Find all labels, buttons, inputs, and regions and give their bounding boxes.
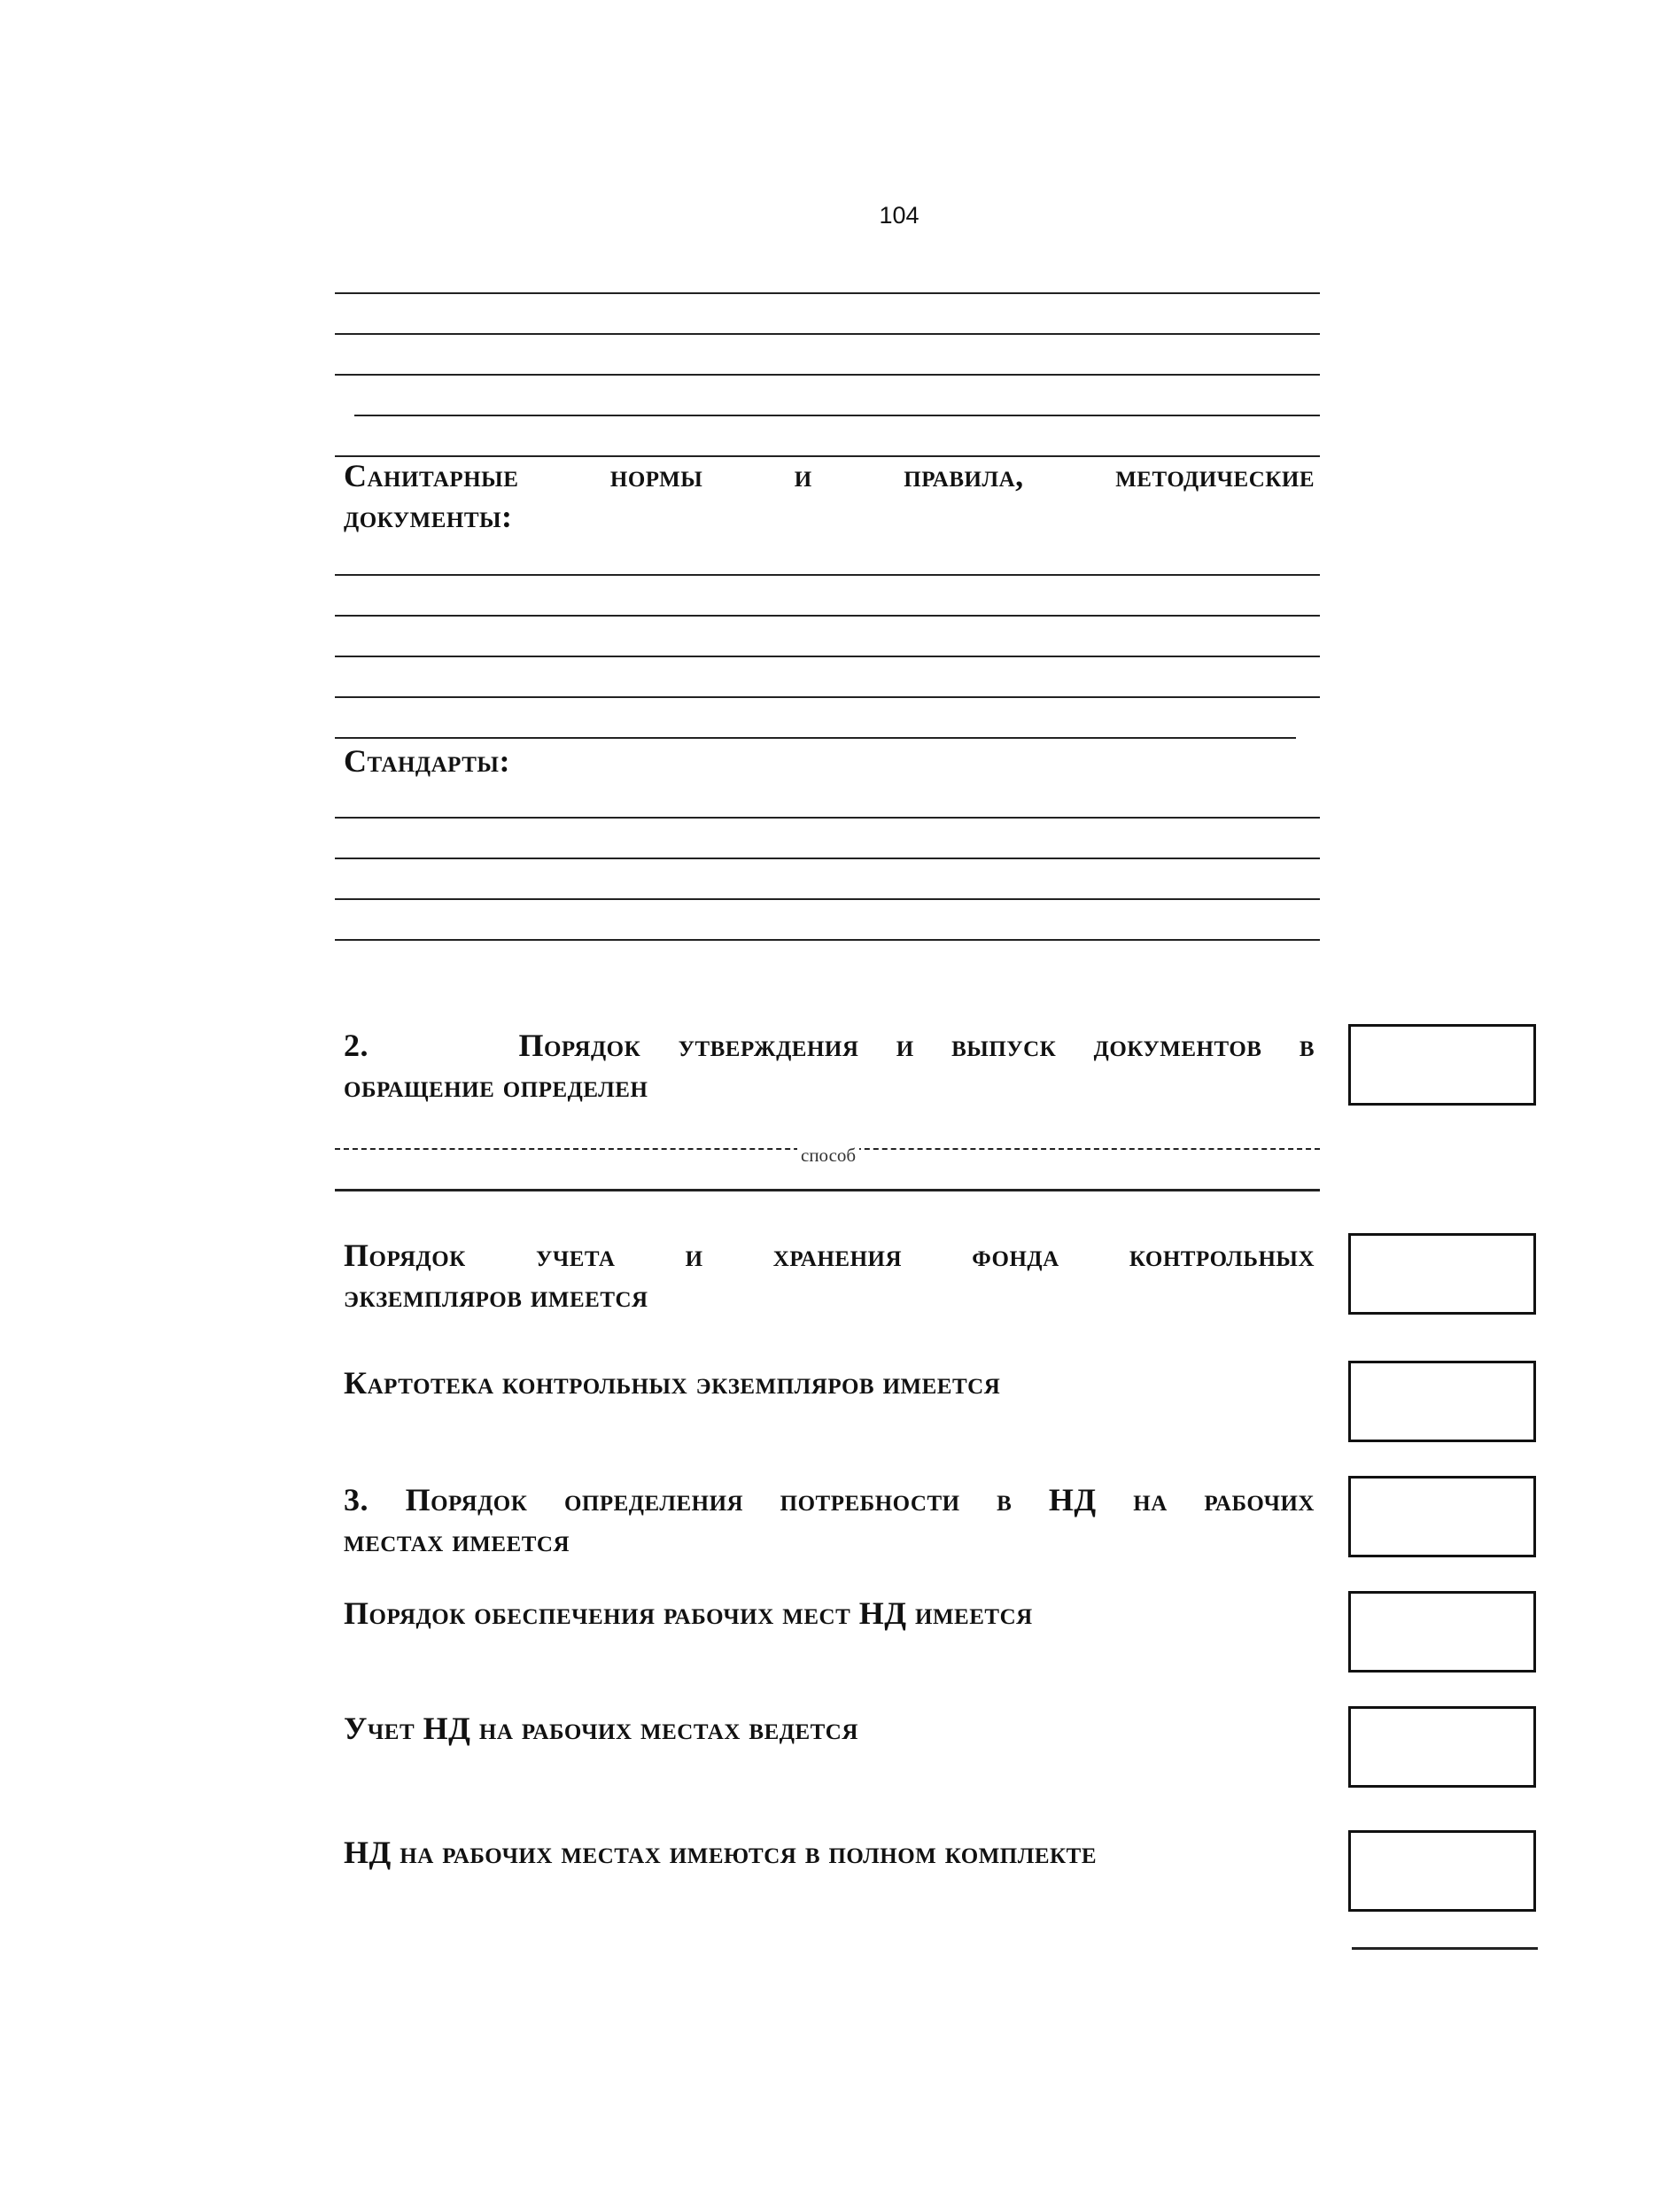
item3-heading-line1: 3. Порядок определения потребности в НД на рабочих bbox=[344, 1482, 1315, 1517]
blank-line bbox=[335, 817, 1320, 819]
end-rule bbox=[1352, 1947, 1538, 1950]
accounting-text: Учет НД на рабочих местах ведется bbox=[344, 1711, 858, 1746]
complete-set-text: НД на рабочих местах имеются в полном комплекте bbox=[344, 1835, 1098, 1870]
blank-line bbox=[335, 939, 1320, 941]
blank-line bbox=[335, 574, 1320, 576]
method-underline bbox=[335, 1189, 1320, 1191]
item2-heading-line1: 2. Порядок утверждения и выпуск документов в bbox=[344, 1028, 1315, 1063]
item3-checkbox[interactable] bbox=[1348, 1476, 1536, 1557]
blank-line bbox=[335, 615, 1320, 617]
blank-line bbox=[335, 292, 1320, 294]
blank-line bbox=[354, 415, 1320, 416]
blank-line bbox=[335, 333, 1320, 335]
provision-text: Порядок обеспечения рабочих мест НД имеется bbox=[344, 1595, 1033, 1631]
blank-line bbox=[335, 656, 1320, 657]
control-copies-line1: Порядок учета и хранения фонда контрольных bbox=[344, 1238, 1315, 1273]
sanitary-norms-heading-line2: документы: bbox=[344, 499, 513, 534]
control-copies-line2: экземпляров имеется bbox=[344, 1278, 648, 1314]
item3-heading-line2: местах имеется bbox=[344, 1523, 570, 1558]
blank-line bbox=[335, 858, 1320, 859]
blank-line bbox=[335, 898, 1320, 900]
method-label: способ bbox=[797, 1145, 859, 1167]
item2-checkbox[interactable] bbox=[1348, 1024, 1536, 1106]
blank-line bbox=[335, 696, 1320, 698]
blank-line bbox=[335, 374, 1320, 376]
card-index-checkbox[interactable] bbox=[1348, 1361, 1536, 1442]
item2-heading-line2: обращение определен bbox=[344, 1068, 648, 1104]
provision-checkbox[interactable] bbox=[1348, 1591, 1536, 1673]
accounting-checkbox[interactable] bbox=[1348, 1706, 1536, 1788]
card-index-text: Картотека контрольных экземпляров имеется bbox=[344, 1365, 1001, 1401]
sanitary-norms-heading-line1: Санитарные нормы и правила, методические bbox=[344, 458, 1315, 493]
blank-line bbox=[335, 737, 1296, 739]
control-copies-checkbox[interactable] bbox=[1348, 1233, 1536, 1315]
page-number: 104 bbox=[879, 202, 919, 229]
complete-set-checkbox[interactable] bbox=[1348, 1830, 1536, 1912]
standards-heading: Стандарты: bbox=[344, 743, 510, 779]
